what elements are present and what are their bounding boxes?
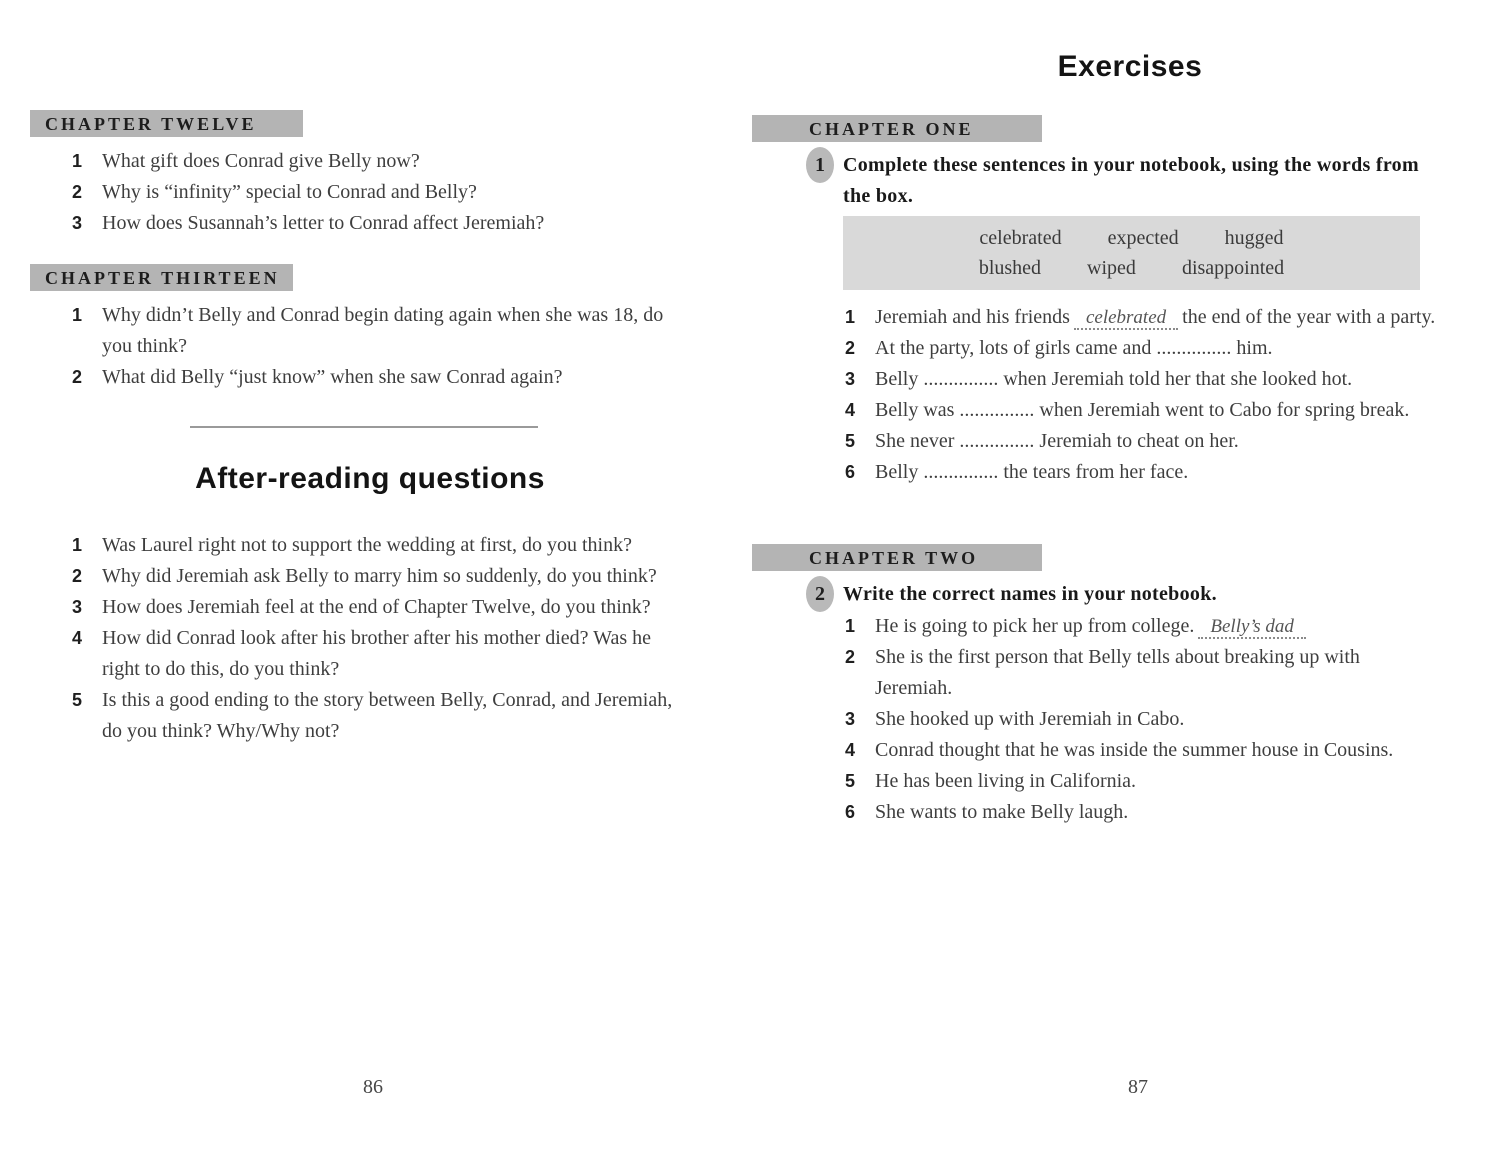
word-box-word: expected	[1107, 227, 1179, 249]
sentence-post: the end of the year with a party.	[1182, 306, 1436, 328]
question-row	[72, 300, 690, 362]
handwritten-answer: Belly’s dad	[1198, 616, 1306, 639]
question-row	[72, 146, 697, 177]
sentence-text: At the party, lots of girls came and ............... him.	[875, 337, 1273, 359]
after-reading-questions	[72, 530, 680, 747]
question-number: 2	[72, 367, 83, 387]
exercise-number-badge: 2	[806, 576, 834, 612]
chapter-thirteen-header: CHAPTER THIRTEEN	[30, 264, 293, 291]
sentence-row	[845, 797, 1437, 828]
exercise-two-instruction: Write the correct names in your notebook.	[843, 583, 1217, 605]
exercises-title: Exercises	[1057, 50, 1203, 83]
sentence-row	[845, 704, 1437, 735]
sentence-number: 4	[845, 740, 856, 760]
question-text: Why did Jeremiah ask Belly to marry him so suddenly, do you think?	[102, 565, 657, 587]
sentence-number: 3	[845, 709, 856, 729]
sentence-number: 5	[845, 431, 856, 451]
question-number: 5	[72, 690, 83, 710]
sentence-text: Belly ............... when Jeremiah told her that she looked hot.	[875, 368, 1353, 390]
word-box-row	[843, 223, 1420, 253]
sentence-row	[845, 395, 1437, 426]
word-box-row	[843, 253, 1420, 283]
sentence-row	[845, 642, 1437, 704]
word-box-word: wiped	[1087, 257, 1136, 279]
question-number: 1	[72, 535, 83, 555]
after-reading-heading: After-reading questions	[195, 462, 545, 495]
chapter-thirteen-questions	[72, 300, 690, 393]
question-row	[72, 592, 680, 623]
chapter-one-header: CHAPTER ONE	[752, 115, 1042, 142]
word-box	[843, 216, 1420, 290]
question-text: What did Belly “just know” when she saw Conrad again?	[102, 366, 563, 388]
question-text: Why didn’t Belly and Conrad begin dating again when she was 18, do you think?	[102, 304, 664, 357]
question-row	[72, 208, 697, 239]
sentence-number: 1	[845, 616, 856, 636]
question-row	[72, 530, 680, 561]
sentence-number: 6	[845, 802, 856, 822]
sentence-number: 2	[845, 647, 856, 667]
sentence-row	[845, 426, 1437, 457]
exercise-number-badge: 1	[806, 147, 834, 183]
question-number: 3	[72, 213, 83, 233]
sentence-text: Belly was ............... when Jeremiah went to Cabo for spring break.	[875, 399, 1410, 421]
chapter-two-header: CHAPTER TWO	[752, 544, 1042, 571]
question-number: 3	[72, 597, 83, 617]
question-number: 1	[72, 305, 83, 325]
handwritten-answer: celebrated	[1074, 307, 1178, 330]
sentence-text: He has been living in California.	[875, 770, 1137, 792]
question-text: How did Conrad look after his brother after his mother died? Was he right to do this, do you think?	[102, 627, 651, 680]
word-box-word: blushed	[978, 257, 1042, 279]
page-number-right: 87	[1128, 1076, 1148, 1098]
sentence-pre: He is going to pick her up from college.	[875, 615, 1195, 637]
sentence-text	[875, 611, 1437, 642]
chapter-twelve-header: CHAPTER TWELVE	[30, 110, 303, 137]
sentence-number: 6	[845, 462, 856, 482]
sentence-number: 3	[845, 369, 856, 389]
question-number: 1	[72, 151, 83, 171]
sentence-number: 1	[845, 307, 856, 327]
sentence-row	[845, 302, 1437, 333]
question-row	[72, 561, 680, 592]
chapter-one-sentences	[845, 302, 1437, 488]
sentence-row	[845, 766, 1437, 797]
question-row	[72, 362, 690, 393]
sentence-text: She wants to make Belly laugh.	[875, 801, 1129, 823]
sentence-pre: Jeremiah and his friends	[875, 306, 1070, 328]
chapter-twelve-questions	[72, 146, 697, 239]
sentence-text: She never ............... Jeremiah to cheat on her.	[875, 430, 1239, 452]
question-row	[72, 623, 680, 685]
word-box-word: disappointed	[1181, 257, 1285, 279]
sentence-row	[845, 611, 1437, 642]
question-row	[72, 685, 680, 747]
sentence-number: 5	[845, 771, 856, 791]
sentence-text	[875, 302, 1437, 333]
sentence-text: Belly ............... the tears from her face.	[875, 461, 1189, 483]
sentence-row	[845, 333, 1437, 364]
sentence-row	[845, 457, 1437, 488]
question-number: 2	[72, 566, 83, 586]
word-box-word: celebrated	[979, 227, 1062, 249]
question-number: 4	[72, 628, 83, 648]
question-text: Was Laurel right not to support the wedding at first, do you think?	[102, 534, 632, 556]
sentence-text: She hooked up with Jeremiah in Cabo.	[875, 708, 1185, 730]
sentence-number: 4	[845, 400, 856, 420]
question-text: What gift does Conrad give Belly now?	[102, 150, 420, 172]
section-divider	[190, 426, 538, 428]
question-row	[72, 177, 697, 208]
sentence-row	[845, 364, 1437, 395]
sentence-text: She is the first person that Belly tells about breaking up with Jeremiah.	[875, 646, 1360, 699]
sentence-text: Conrad thought that he was inside the summer house in Cousins.	[875, 739, 1394, 761]
page-number-left: 86	[363, 1076, 383, 1098]
sentence-row	[845, 735, 1437, 766]
question-text: Why is “infinity” special to Conrad and Belly?	[102, 181, 477, 203]
question-number: 2	[72, 182, 83, 202]
exercise-one-instruction: Complete these sentences in your notebook, using the words from the box.	[843, 154, 1419, 207]
question-text: How does Susannah’s letter to Conrad affect Jeremiah?	[102, 212, 545, 234]
question-text: Is this a good ending to the story between Belly, Conrad, and Jeremiah, do you think? Why/Why not?	[102, 689, 673, 742]
chapter-two-sentences	[845, 611, 1437, 828]
word-box-word: hugged	[1224, 227, 1284, 249]
sentence-number: 2	[845, 338, 856, 358]
question-text: How does Jeremiah feel at the end of Chapter Twelve, do you think?	[102, 596, 651, 618]
